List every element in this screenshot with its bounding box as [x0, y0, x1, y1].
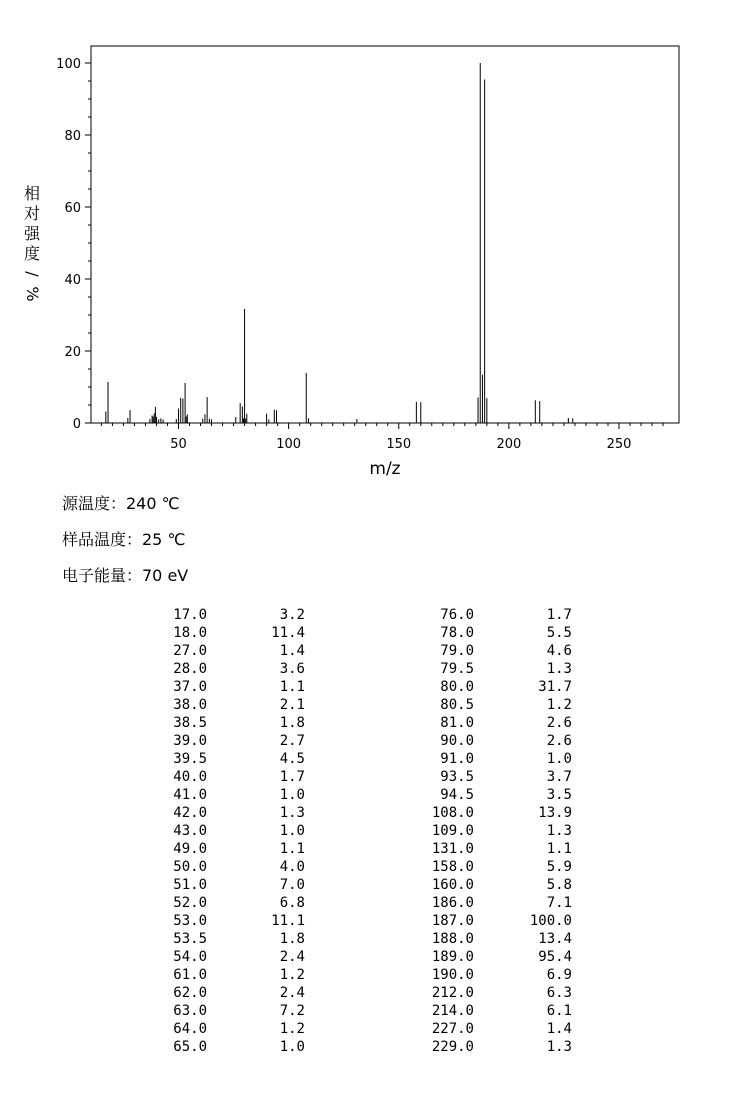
peak-table-right	[412, 606, 582, 1056]
table-row	[145, 714, 315, 732]
abundance-value: 6.1	[546, 1003, 572, 1019]
y-label-char: 相	[23, 184, 41, 203]
table-row	[145, 984, 315, 1002]
abundance-value: 13.4	[538, 931, 572, 947]
mz-value: 63.0	[173, 1003, 207, 1019]
abundance-value: 5.9	[546, 859, 572, 875]
abundance-value: 1.3	[279, 805, 305, 821]
table-row	[145, 840, 315, 858]
abundance-value: 6.3	[546, 985, 572, 1001]
table-row	[412, 1020, 582, 1038]
mz-value: 160.0	[431, 877, 474, 893]
table-row	[145, 678, 315, 696]
table-row	[412, 822, 582, 840]
abundance-value: 4.0	[279, 859, 305, 875]
abundance-value: 1.0	[279, 823, 305, 839]
abundance-value: 2.6	[546, 733, 572, 749]
abundance-value: 11.1	[271, 913, 305, 929]
y-tick-label: 20	[64, 345, 81, 360]
table-row	[412, 966, 582, 984]
abundance-value: 1.3	[546, 823, 572, 839]
x-tick-label: 50	[170, 437, 187, 452]
mz-value: 49.0	[173, 841, 207, 857]
table-row	[412, 930, 582, 948]
abundance-value: 1.3	[546, 1039, 572, 1055]
table-row	[145, 732, 315, 750]
abundance-value: 1.3	[546, 661, 572, 677]
table-row	[145, 948, 315, 966]
table-row	[412, 1038, 582, 1056]
table-row	[145, 696, 315, 714]
mz-value: 90.0	[440, 733, 474, 749]
y-axis-label	[23, 184, 42, 302]
table-row	[145, 642, 315, 660]
table-row	[412, 858, 582, 876]
mz-value: 62.0	[173, 985, 207, 1001]
mz-value: 94.5	[440, 787, 474, 803]
table-row	[145, 804, 315, 822]
mz-value: 17.0	[173, 607, 207, 623]
abundance-value: 7.2	[279, 1003, 305, 1019]
mz-value: 76.0	[440, 607, 474, 623]
y-axis	[56, 57, 91, 432]
mz-value: 43.0	[173, 823, 207, 839]
abundance-value: 5.8	[546, 877, 572, 893]
y-tick-label: 60	[64, 201, 81, 216]
table-row	[412, 948, 582, 966]
sample-temperature: 样品温度：25 ℃	[62, 530, 186, 549]
abundance-value: 4.6	[546, 643, 572, 659]
y-tick-label: 80	[64, 129, 81, 144]
y-label-char: 对	[23, 204, 41, 223]
y-label-char: 强	[23, 224, 41, 243]
abundance-value: 1.4	[546, 1021, 572, 1037]
abundance-value: 11.4	[271, 625, 305, 641]
mz-value: 212.0	[431, 985, 474, 1001]
abundance-value: 1.2	[279, 967, 305, 983]
abundance-value: 3.2	[279, 607, 305, 623]
mz-value: 41.0	[173, 787, 207, 803]
abundance-value: 31.7	[538, 679, 572, 695]
table-row	[412, 1002, 582, 1020]
mz-value: 214.0	[431, 1003, 474, 1019]
table-row	[412, 678, 582, 696]
abundance-value: 1.8	[279, 715, 305, 731]
y-label-char: /	[23, 271, 42, 277]
abundance-value: 6.9	[546, 967, 572, 983]
mz-value: 131.0	[431, 841, 474, 857]
abundance-value: 2.7	[279, 733, 305, 749]
mz-value: 79.0	[440, 643, 474, 659]
abundance-value: 2.1	[279, 697, 305, 713]
source-temperature: 源温度：240 ℃	[62, 494, 180, 513]
abundance-value: 1.2	[279, 1021, 305, 1037]
abundance-value: 13.9	[538, 805, 572, 821]
mz-value: 18.0	[173, 625, 207, 641]
y-tick-label: 100	[56, 57, 81, 72]
peak-table-left	[145, 606, 315, 1056]
mz-value: 27.0	[173, 643, 207, 659]
abundance-value: 3.7	[546, 769, 572, 785]
y-tick-label: 40	[64, 273, 81, 288]
mz-value: 52.0	[173, 895, 207, 911]
table-row	[412, 714, 582, 732]
table-row	[412, 642, 582, 660]
abundance-value: 1.8	[279, 931, 305, 947]
mz-value: 158.0	[431, 859, 474, 875]
table-row	[145, 606, 315, 624]
table-row	[145, 1020, 315, 1038]
table-row	[412, 894, 582, 912]
abundance-value: 3.6	[279, 661, 305, 677]
mz-value: 54.0	[173, 949, 207, 965]
mz-value: 93.5	[440, 769, 474, 785]
abundance-value: 4.5	[279, 751, 305, 767]
mz-value: 187.0	[431, 913, 474, 929]
mz-value: 53.0	[173, 913, 207, 929]
mz-value: 108.0	[431, 805, 474, 821]
table-row	[412, 804, 582, 822]
abundance-value: 2.6	[546, 715, 572, 731]
x-tick-label: 150	[386, 437, 412, 452]
table-row	[412, 768, 582, 786]
mz-value: 38.0	[173, 697, 207, 713]
table-row	[412, 786, 582, 804]
mz-value: 40.0	[173, 769, 207, 785]
mz-value: 80.5	[440, 697, 474, 713]
abundance-value: 1.1	[279, 679, 305, 695]
plot-frame	[91, 46, 679, 423]
table-row	[412, 750, 582, 768]
table-row	[412, 984, 582, 1002]
mz-value: 188.0	[431, 931, 474, 947]
mz-value: 80.0	[440, 679, 474, 695]
abundance-value: 1.1	[279, 841, 305, 857]
abundance-value: 1.2	[546, 697, 572, 713]
table-row	[145, 786, 315, 804]
table-row	[145, 768, 315, 786]
abundance-value: 1.4	[279, 643, 305, 659]
table-row	[145, 750, 315, 768]
abundance-value: 6.8	[279, 895, 305, 911]
abundance-value: 7.1	[546, 895, 572, 911]
abundance-value: 2.4	[279, 985, 305, 1001]
mz-value: 229.0	[431, 1039, 474, 1055]
table-row	[145, 912, 315, 930]
y-label-char: 度	[23, 244, 41, 263]
abundance-value: 1.0	[279, 1039, 305, 1055]
x-tick-label: 250	[606, 437, 632, 452]
abundance-value: 95.4	[538, 949, 572, 965]
mz-value: 37.0	[173, 679, 207, 695]
mz-value: 79.5	[440, 661, 474, 677]
mz-value: 91.0	[440, 751, 474, 767]
abundance-value: 1.1	[546, 841, 572, 857]
table-row	[412, 660, 582, 678]
abundance-value: 1.0	[546, 751, 572, 767]
x-axis	[101, 423, 663, 452]
mz-value: 50.0	[173, 859, 207, 875]
table-row	[145, 966, 315, 984]
mz-value: 78.0	[440, 625, 474, 641]
mz-value: 38.5	[173, 715, 207, 731]
table-row	[412, 912, 582, 930]
mz-value: 42.0	[173, 805, 207, 821]
mz-value: 190.0	[431, 967, 474, 983]
table-row	[412, 696, 582, 714]
table-row	[145, 822, 315, 840]
mass-spectrum-chart	[0, 0, 737, 490]
abundance-value: 1.7	[546, 607, 572, 623]
table-row	[412, 840, 582, 858]
table-row	[412, 876, 582, 894]
table-row	[145, 1038, 315, 1056]
y-tick-label: 0	[72, 417, 81, 432]
table-row	[145, 660, 315, 678]
mz-value: 186.0	[431, 895, 474, 911]
mz-value: 61.0	[173, 967, 207, 983]
abundance-value: 5.5	[546, 625, 572, 641]
table-row	[145, 1002, 315, 1020]
mz-value: 39.5	[173, 751, 207, 767]
mz-value: 28.0	[173, 661, 207, 677]
table-row	[145, 930, 315, 948]
abundance-value: 2.4	[279, 949, 305, 965]
y-label-char: %	[23, 286, 42, 302]
mz-value: 189.0	[431, 949, 474, 965]
table-row	[145, 858, 315, 876]
table-row	[145, 894, 315, 912]
abundance-value: 1.7	[279, 769, 305, 785]
table-row	[145, 624, 315, 642]
mz-value: 64.0	[173, 1021, 207, 1037]
mz-value: 227.0	[431, 1021, 474, 1037]
x-axis-label: m/z	[369, 459, 401, 479]
mz-value: 53.5	[173, 931, 207, 947]
table-row	[412, 732, 582, 750]
x-tick-label: 200	[496, 437, 522, 452]
table-row	[412, 606, 582, 624]
spectrum-bars	[106, 63, 573, 423]
abundance-value: 100.0	[529, 913, 572, 929]
electron-energy: 电子能量：70 eV	[62, 566, 189, 585]
abundance-value: 3.5	[546, 787, 572, 803]
table-row	[412, 624, 582, 642]
table-row	[145, 876, 315, 894]
mz-value: 109.0	[431, 823, 474, 839]
abundance-value: 7.0	[279, 877, 305, 893]
mz-value: 65.0	[173, 1039, 207, 1055]
mz-value: 51.0	[173, 877, 207, 893]
mz-value: 39.0	[173, 733, 207, 749]
x-tick-label: 100	[276, 437, 302, 452]
mz-value: 81.0	[440, 715, 474, 731]
abundance-value: 1.0	[279, 787, 305, 803]
